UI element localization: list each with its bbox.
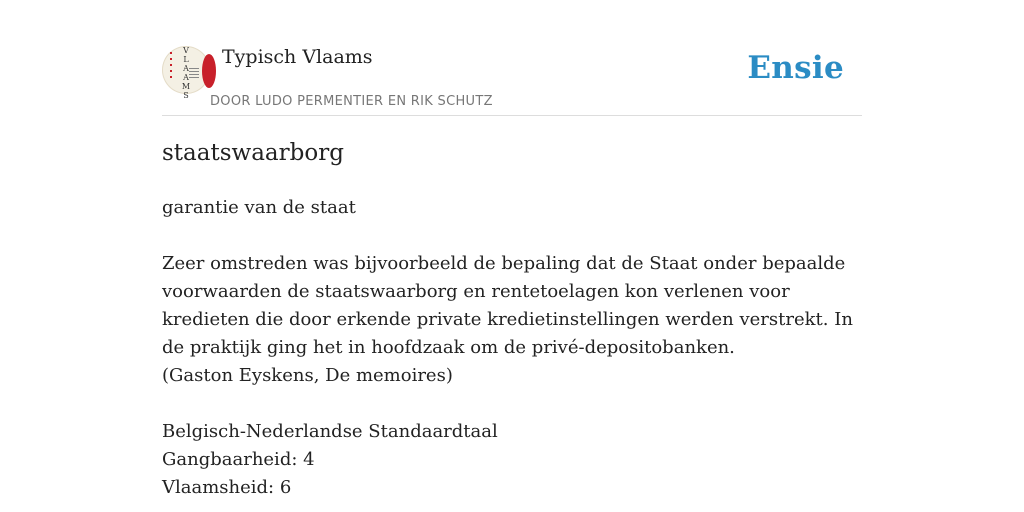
ensie-brand-logo[interactable]: Ensie [747,50,844,86]
language-label: Belgisch-Nederlandse Standaardtaal [162,421,498,442]
logo-red-arc [202,54,216,88]
logo-red-marks [170,52,172,82]
entry-term: staatswaarborg [162,140,344,166]
byline: DOOR LUDO PERMENTIER EN RIK SCHUTZ [210,94,493,109]
typisch-vlaams-logo-icon[interactable] [162,46,210,100]
entry-definition: garantie van de staat [162,197,356,218]
example-text: Zeer omstreden was bijvoorbeeld de bepaling dat de Staat onder bepaalde voorwaarden de staatswaarborg en rentetoelagen kon verlenen voor kredieten die door erkende private kredietinstellingen werden verstrekt. In de praktijk ging het in hoofdzaak om de privé-depositobanken. [162,253,853,358]
entry-meta [162,418,498,502]
vlaamsheid-label: Vlaamsheid: 6 [162,477,292,498]
page-container [162,0,862,498]
header [162,0,862,116]
example-source: (Gaston Eyskens, De memoires) [162,365,453,386]
source-title[interactable]: Typisch Vlaams [222,46,373,68]
entry-example [162,250,862,390]
logo-text-lines [189,68,199,78]
logo-letters: V L A A M S [181,46,191,100]
gangbaarheid-label: Gangbaarheid: 4 [162,449,315,470]
